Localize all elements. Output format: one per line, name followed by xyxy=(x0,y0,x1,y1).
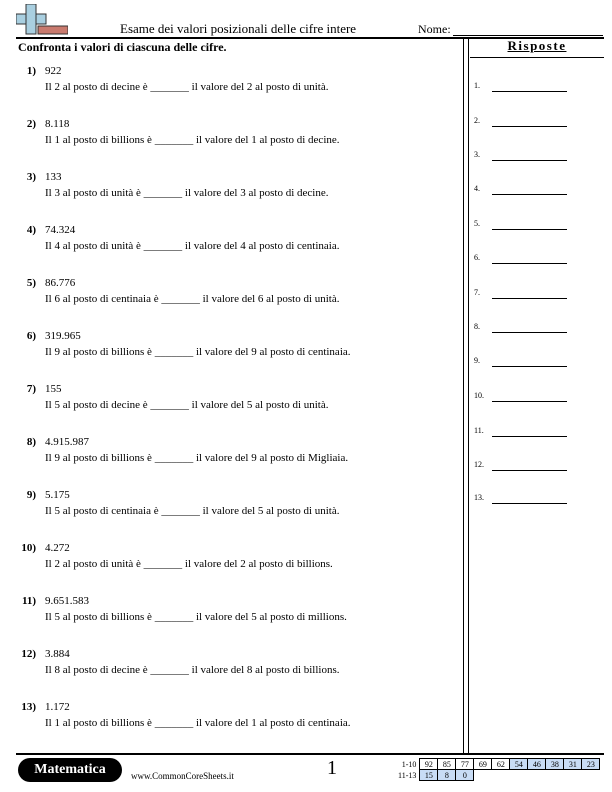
question-value: 8.118 xyxy=(45,118,70,130)
answer-slot[interactable] xyxy=(474,219,602,233)
score-row-label: 1-10 xyxy=(401,759,417,769)
answer-line[interactable] xyxy=(492,332,567,333)
question-prompt: Il 3 al posto di unità è _______ il valore del 3 al posto di decine. xyxy=(45,187,329,199)
answer-slot[interactable] xyxy=(474,391,602,405)
column-divider xyxy=(468,38,469,753)
worksheet-title: Esame dei valori posizionali delle cifre intere xyxy=(120,21,357,36)
score-cell: 23 xyxy=(582,759,600,770)
answer-number: 1. xyxy=(474,81,480,90)
answer-slot[interactable] xyxy=(474,81,602,95)
answer-number: 2. xyxy=(474,116,480,125)
question-number: 4) xyxy=(26,224,36,236)
answer-number: 10. xyxy=(474,391,484,400)
answer-line[interactable] xyxy=(492,436,567,437)
question-number: 5) xyxy=(26,277,36,289)
question-prompt: Il 2 al posto di decine è _______ il valore del 2 al posto di unità. xyxy=(45,81,329,93)
question-value: 155 xyxy=(45,383,62,395)
question-value: 74.324 xyxy=(45,224,76,236)
answer-number: 3. xyxy=(474,150,480,159)
brand-badge: Matematica xyxy=(18,758,122,782)
answer-line[interactable] xyxy=(492,470,567,471)
question-number: 2) xyxy=(26,118,36,130)
answer-line[interactable] xyxy=(492,298,567,299)
question-prompt: Il 5 al posto di decine è _______ il valore del 5 al posto di unità. xyxy=(45,399,329,411)
answer-slot[interactable] xyxy=(474,493,602,507)
question-prompt: Il 9 al posto di billions è _______ il valore del 9 al posto di Migliaia. xyxy=(45,452,349,464)
score-cell: 69 xyxy=(474,759,492,770)
answer-number: 7. xyxy=(474,288,480,297)
question-prompt: Il 6 al posto di centinaia è _______ il valore del 6 al posto di unità. xyxy=(45,293,340,305)
answer-line[interactable] xyxy=(492,401,567,402)
question-prompt: Il 1 al posto di billions è _______ il valore del 1 al posto di centinaia. xyxy=(45,717,351,729)
answer-number: 9. xyxy=(474,356,480,365)
answer-slot[interactable] xyxy=(474,116,602,130)
question-number: 7) xyxy=(26,383,36,395)
answer-slot[interactable] xyxy=(474,460,602,474)
question-value: 5.175 xyxy=(45,489,70,501)
plus-minus-logo-icon xyxy=(16,4,68,38)
answer-line[interactable] xyxy=(492,229,567,230)
answer-slot[interactable] xyxy=(474,356,602,370)
answer-number: 11. xyxy=(474,426,484,435)
page-number: 1 xyxy=(327,757,337,779)
answer-number: 8. xyxy=(474,322,480,331)
question-number: 8) xyxy=(26,436,36,448)
answer-slot[interactable] xyxy=(474,184,602,198)
answer-line[interactable] xyxy=(492,126,567,127)
answer-number: 13. xyxy=(474,493,484,502)
answer-line[interactable] xyxy=(492,263,567,264)
score-row xyxy=(396,759,600,770)
score-cell: 77 xyxy=(456,759,474,770)
question-value: 3.884 xyxy=(45,648,70,660)
question-prompt: Il 2 al posto di unità è _______ il valore del 2 al posto di billions. xyxy=(45,558,333,570)
answer-line[interactable] xyxy=(492,194,567,195)
score-table xyxy=(396,758,600,781)
question-number: 11) xyxy=(21,595,36,607)
question-number: 12) xyxy=(21,648,36,660)
name-label: Nome: xyxy=(418,22,451,36)
question-prompt: Il 9 al posto di billions è _______ il valore del 9 al posto di centinaia. xyxy=(45,346,351,358)
question-value: 1.172 xyxy=(45,701,70,713)
question-number: 3) xyxy=(26,171,36,183)
question-prompt: Il 5 al posto di centinaia è _______ il valore del 5 al posto di unità. xyxy=(45,505,340,517)
score-cell: 8 xyxy=(438,770,456,781)
question-number: 6) xyxy=(26,330,36,342)
score-cell: 38 xyxy=(546,759,564,770)
question-value: 4.915.987 xyxy=(45,436,89,448)
score-cell: 54 xyxy=(510,759,528,770)
column-divider xyxy=(463,38,464,753)
score-cell: 46 xyxy=(528,759,546,770)
answer-number: 4. xyxy=(474,184,480,193)
question-value: 9.651.583 xyxy=(45,595,89,607)
name-field[interactable] xyxy=(453,35,603,36)
answer-number: 6. xyxy=(474,253,480,262)
question-value: 133 xyxy=(45,171,62,183)
question-number: 10) xyxy=(21,542,36,554)
answer-line[interactable] xyxy=(492,91,567,92)
question-number: 13) xyxy=(21,701,36,713)
score-cell: 85 xyxy=(438,759,456,770)
question-value: 319.965 xyxy=(45,330,81,342)
score-cell: 62 xyxy=(492,759,510,770)
answer-number: 12. xyxy=(474,460,484,469)
score-cell: 0 xyxy=(456,770,474,781)
score-cell: 31 xyxy=(564,759,582,770)
footer-divider xyxy=(16,753,604,755)
answers-header-rule xyxy=(470,57,604,58)
score-cell: 15 xyxy=(420,770,438,781)
instructions: Confronta i valori di ciascuna delle cifre. xyxy=(18,40,227,54)
question-prompt: Il 4 al posto di unità è _______ il valore del 4 al posto di centinaia. xyxy=(45,240,340,252)
answer-line[interactable] xyxy=(492,503,567,504)
score-cell: 92 xyxy=(420,759,438,770)
question-prompt: Il 5 al posto di billions è _______ il valore del 5 al posto di millions. xyxy=(45,611,347,623)
site-url: www.CommonCoreSheets.it xyxy=(131,771,234,781)
question-value: 922 xyxy=(45,65,62,77)
answer-slot[interactable] xyxy=(474,288,602,302)
answer-slot[interactable] xyxy=(474,150,602,164)
question-value: 86.776 xyxy=(45,277,76,289)
answer-slot[interactable] xyxy=(474,322,602,336)
question-value: 4.272 xyxy=(45,542,70,554)
question-number: 9) xyxy=(26,489,36,501)
question-number: 1) xyxy=(26,65,36,77)
answer-number: 5. xyxy=(474,219,480,228)
answer-slot[interactable] xyxy=(474,253,602,267)
score-row-label: 11-13 xyxy=(398,770,417,780)
question-prompt: Il 8 al posto di decine è _______ il valore del 8 al posto di billions. xyxy=(45,664,340,676)
score-row xyxy=(396,770,600,781)
answers-header: Risposte xyxy=(507,38,567,53)
answer-slot[interactable] xyxy=(474,426,602,440)
answer-line[interactable] xyxy=(492,366,567,367)
question-prompt: Il 1 al posto di billions è _______ il valore del 1 al posto di decine. xyxy=(45,134,340,146)
answer-line[interactable] xyxy=(492,160,567,161)
